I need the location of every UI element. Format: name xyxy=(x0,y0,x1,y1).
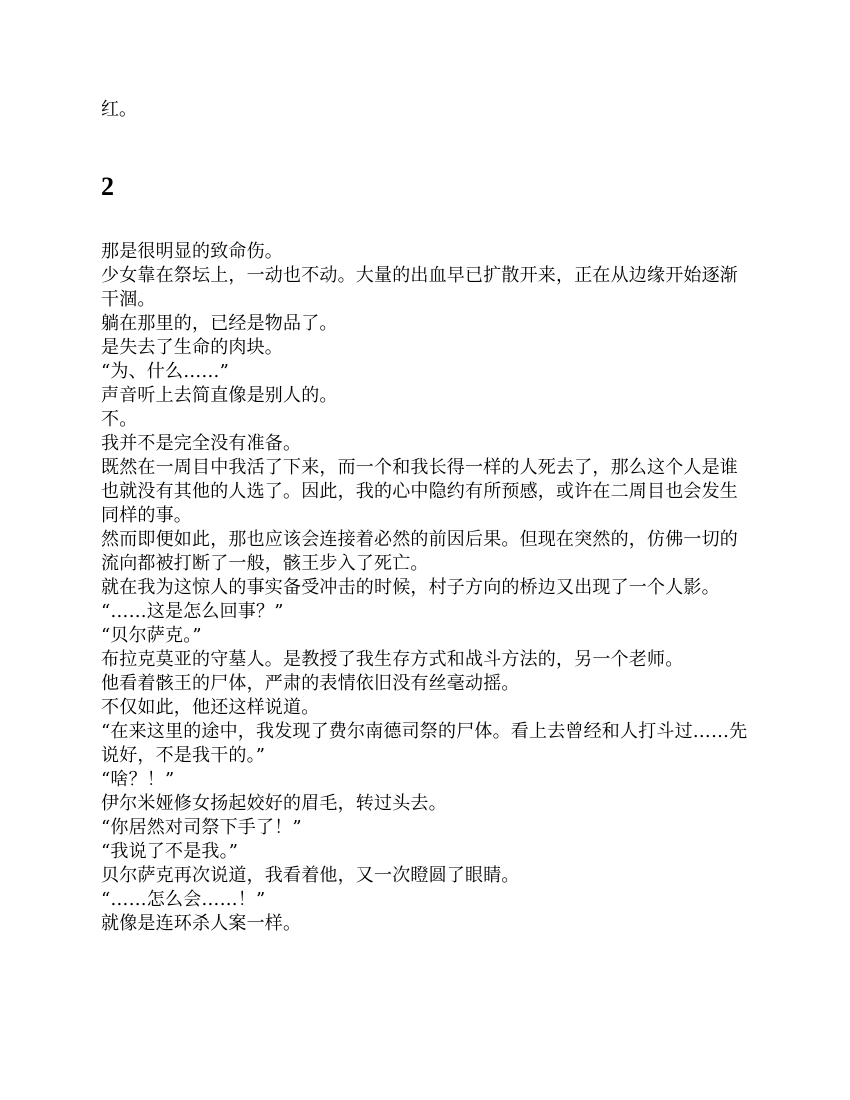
paragraph: 是失去了生命的肉块。 xyxy=(101,337,283,358)
paragraph: “……怎么会……！” xyxy=(101,889,266,910)
document-page xyxy=(101,98,751,936)
paragraph: 他看着骸王的尸体，严肃的表情依旧没有丝毫动摇。 xyxy=(101,673,520,694)
paragraph: 布拉克莫亚的守墓人。是教授了我生存方式和战斗方法的，另一个老师。 xyxy=(101,649,684,670)
paragraph: “我说了不是我。” xyxy=(101,841,239,862)
paragraph: 既然在一周目中我活了下来，而一个和我长得一样的人死去了，那么这个人是谁也就没有其他的人选了。因此，我的心中隐约有所预感，或许在二周目也会发生同样的事。 xyxy=(101,457,738,526)
paragraph: “……这是怎么回事？” xyxy=(101,601,284,622)
paragraph: 就在我为这惊人的事实备受冲击的时候，村子方向的桥边又出现了一个人影。 xyxy=(101,577,720,598)
paragraph: 贝尔萨克再次说道，我看着他，又一次瞪圆了眼睛。 xyxy=(101,865,520,886)
carry-over-text: 红。 xyxy=(101,99,137,120)
paragraph: 那是很明显的致命伤。 xyxy=(101,241,283,262)
paragraph: “为、什么……” xyxy=(101,361,230,382)
paragraph: 就像是连环杀人案一样。 xyxy=(101,913,302,934)
paragraph: “你居然对司祭下手了！” xyxy=(101,817,302,838)
paragraph: 不。 xyxy=(101,409,138,430)
chapter-heading: 2 xyxy=(101,172,114,201)
paragraph: 我并不是完全没有准备。 xyxy=(101,433,302,454)
paragraph: 声音听上去简直像是别人的。 xyxy=(101,385,338,406)
paragraph: 少女靠在祭坛上，一动也不动。大量的出血早已扩散开来，正在从边缘开始逐渐干涸。 xyxy=(101,265,738,310)
paragraph: “贝尔萨克。” xyxy=(101,625,202,646)
paragraph: 然而即便如此，那也应该会连接着必然的前因后果。但现在突然的，仿佛一切的流向都被打断了一般，骸王步入了死亡。 xyxy=(101,529,738,574)
paragraph: 不仅如此，他还这样说道。 xyxy=(101,697,320,718)
paragraph: 伊尔米娅修女扬起姣好的眉毛，转过头去。 xyxy=(101,793,447,814)
paragraph: “在来这里的途中，我发现了费尔南德司祭的尸体。看上去曾经和人打斗过……先说好，不是我干的。” xyxy=(101,721,748,766)
paragraph: 躺在那里的，已经是物品了。 xyxy=(101,313,338,334)
chapter-body xyxy=(101,240,751,936)
paragraph: “啥？！” xyxy=(101,769,175,790)
